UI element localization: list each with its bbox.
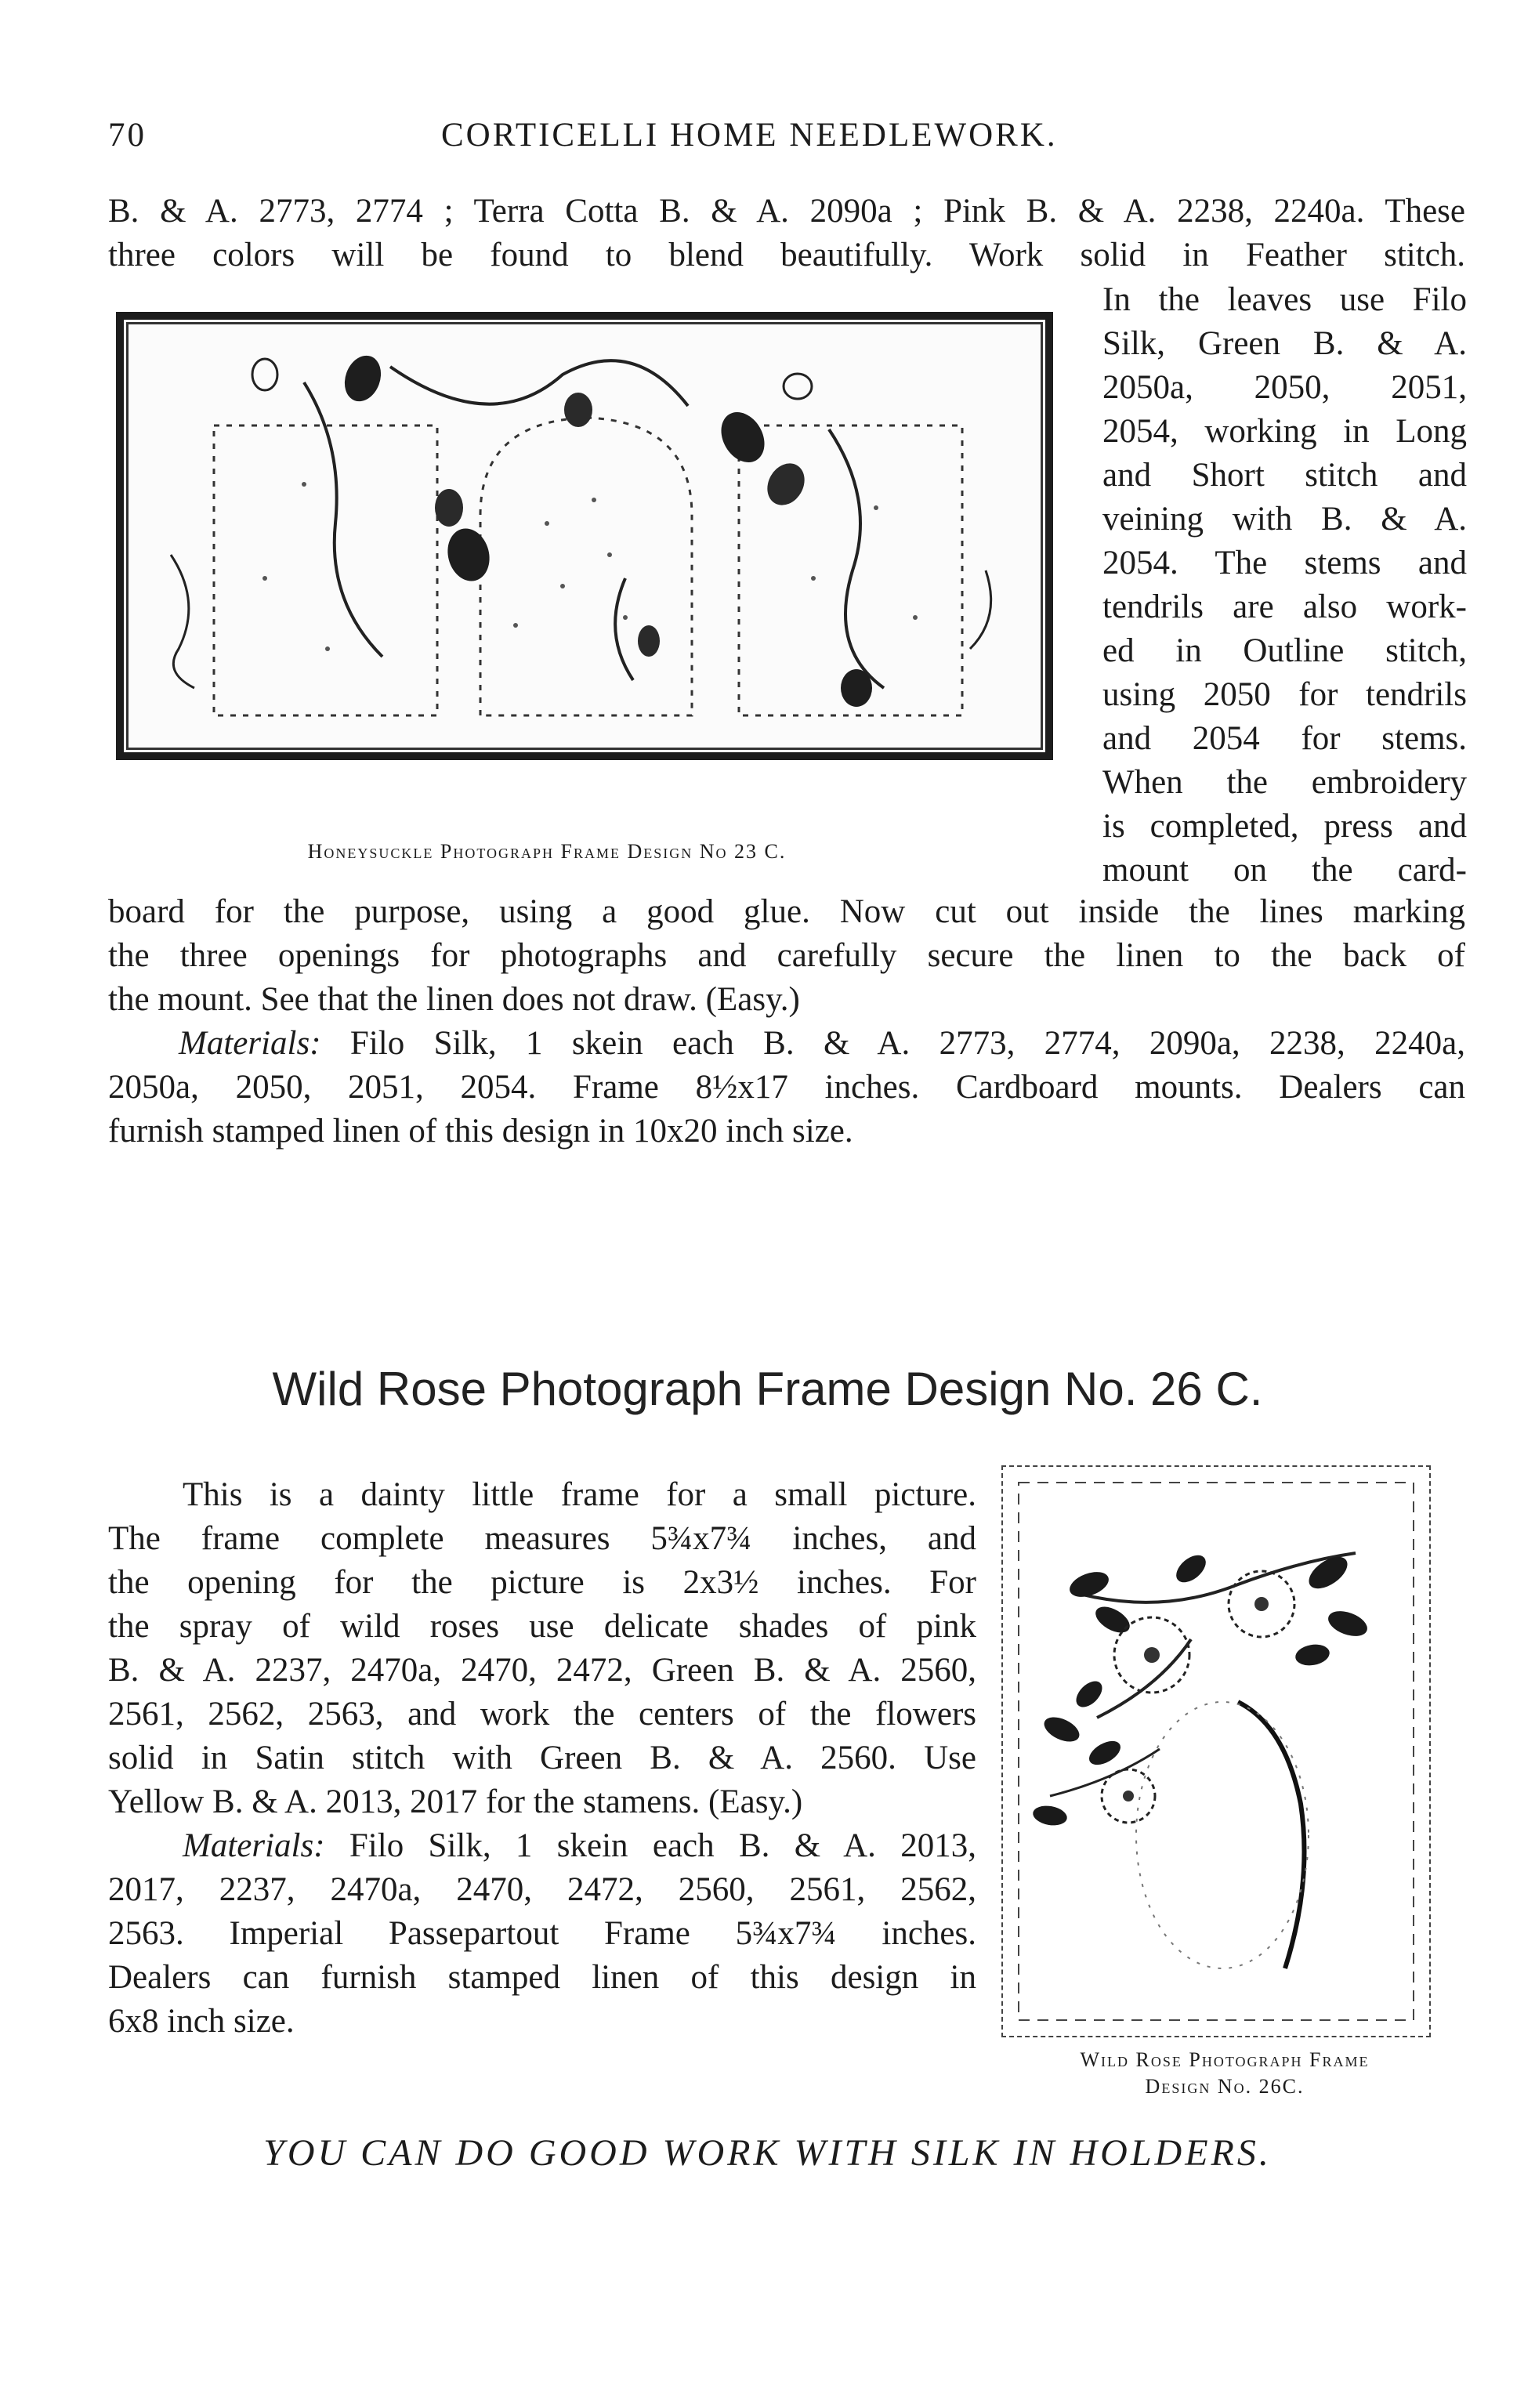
text-line: The frame complete measures 5¾x7¾ inches, and	[108, 1520, 976, 1557]
text-line: 2054. The stems and	[1102, 545, 1467, 581]
text-line: furnish stamped linen of this design in 10x20 inch size.	[108, 1113, 853, 1150]
text-line: and Short stitch and	[1102, 457, 1467, 494]
text-line: is completed, press and	[1102, 808, 1467, 845]
caption-line: Design No. 26C.	[1145, 2075, 1305, 2098]
text-line: the mount. See that the linen does not draw. (Easy.)	[108, 981, 800, 1018]
text-line: board for the purpose, using a good glue. Now cut out inside the lines marking	[108, 893, 1465, 930]
honeysuckle-frame-illustration	[116, 312, 1053, 760]
materials-text: Filo Silk, 1 skein each B. & A. 2773, 2774, 2090a, 2238, 2240a,	[349, 1025, 1465, 1062]
honeysuckle-caption: Honeysuckle Photograph Frame Design No 23 C.	[307, 840, 787, 863]
text-line: 2050a, 2050, 2051,	[1102, 369, 1467, 406]
text-line: the three openings for photographs and carefully secure the linen to the back of	[108, 937, 1465, 974]
text-line: This is a dainty little frame for a small picture.	[183, 1476, 976, 1513]
honeysuckle-side-text	[1102, 278, 1467, 893]
text-line: 2054, working in Long	[1102, 413, 1467, 450]
wild-rose-drawing	[1003, 1467, 1429, 2036]
text-line: tendrils are also work-	[1102, 588, 1467, 625]
text-line: B. & A. 2773, 2774 ; Terra Cotta B. & A. 2090a ; Pink B. & A. 2238, 2240a. These	[108, 193, 1465, 230]
caption-line: Wild Rose Photograph Frame	[1080, 2048, 1370, 2071]
text-line: solid in Satin stitch with Green B. & A. 2560. Use	[108, 1740, 976, 1776]
text-line: mount on the card-	[1102, 852, 1467, 889]
honeysuckle-intro	[108, 190, 1465, 277]
text-line: 6x8 inch size.	[108, 2003, 295, 2040]
footer-motto: YOU CAN DO GOOD WORK WITH SILK IN HOLDERS.	[263, 2132, 1272, 2174]
text-line: Silk, Green B. & A.	[1102, 325, 1467, 362]
materials-line	[108, 1824, 976, 1868]
running-title: CORTICELLI HOME NEEDLEWORK.	[441, 117, 1058, 154]
materials-label: Materials:	[179, 1025, 321, 1062]
wild-rose-caption	[994, 2047, 1456, 2100]
text-line: and 2054 for stems.	[1102, 720, 1467, 757]
materials-line	[108, 1022, 1465, 1066]
text-line: 2050a, 2050, 2051, 2054. Frame 8½x17 inches. Cardboard mounts. Dealers can	[108, 1069, 1465, 1106]
materials-text: Filo Silk, 1 skein each B. & A. 2013,	[349, 1827, 976, 1864]
honeysuckle-drawing	[124, 320, 1045, 752]
text-line: Yellow B. & A. 2013, 2017 for the stamens. (Easy.)	[108, 1783, 803, 1820]
wild-rose-body	[108, 1473, 976, 2044]
honeysuckle-continued-text	[108, 890, 1465, 1153]
section-title: Wild Rose Photograph Frame Design No. 26 C.	[272, 1363, 1263, 1415]
text-line: When the embroidery	[1102, 764, 1467, 801]
text-line: 2563. Imperial Passepartout Frame 5¾x7¾ inches.	[108, 1915, 976, 1952]
page-number: 70	[108, 117, 147, 154]
text-line: the spray of wild roses use delicate shades of pink	[108, 1608, 976, 1645]
text-line: 2017, 2237, 2470a, 2470, 2472, 2560, 2561, 2562,	[108, 1871, 976, 1908]
text-line: the opening for the picture is 2x3½ inches. For	[108, 1564, 976, 1601]
text-line: veining with B. & A.	[1102, 501, 1467, 538]
text-line: 2561, 2562, 2563, and work the centers of the flowers	[108, 1696, 976, 1733]
text-line: Dealers can furnish stamped linen of this design in	[108, 1959, 976, 1996]
text-line: B. & A. 2237, 2470a, 2470, 2472, Green B. & A. 2560,	[108, 1652, 976, 1689]
text-line: In the leaves use Filo	[1102, 281, 1467, 318]
text-line: using 2050 for tendrils	[1102, 676, 1467, 713]
wild-rose-frame-illustration	[1001, 1465, 1431, 2037]
text-line: three colors will be found to blend beautifully. Work solid in Feather stitch.	[108, 237, 1465, 273]
materials-label: Materials:	[183, 1827, 325, 1864]
text-line: ed in Outline stitch,	[1102, 632, 1467, 669]
